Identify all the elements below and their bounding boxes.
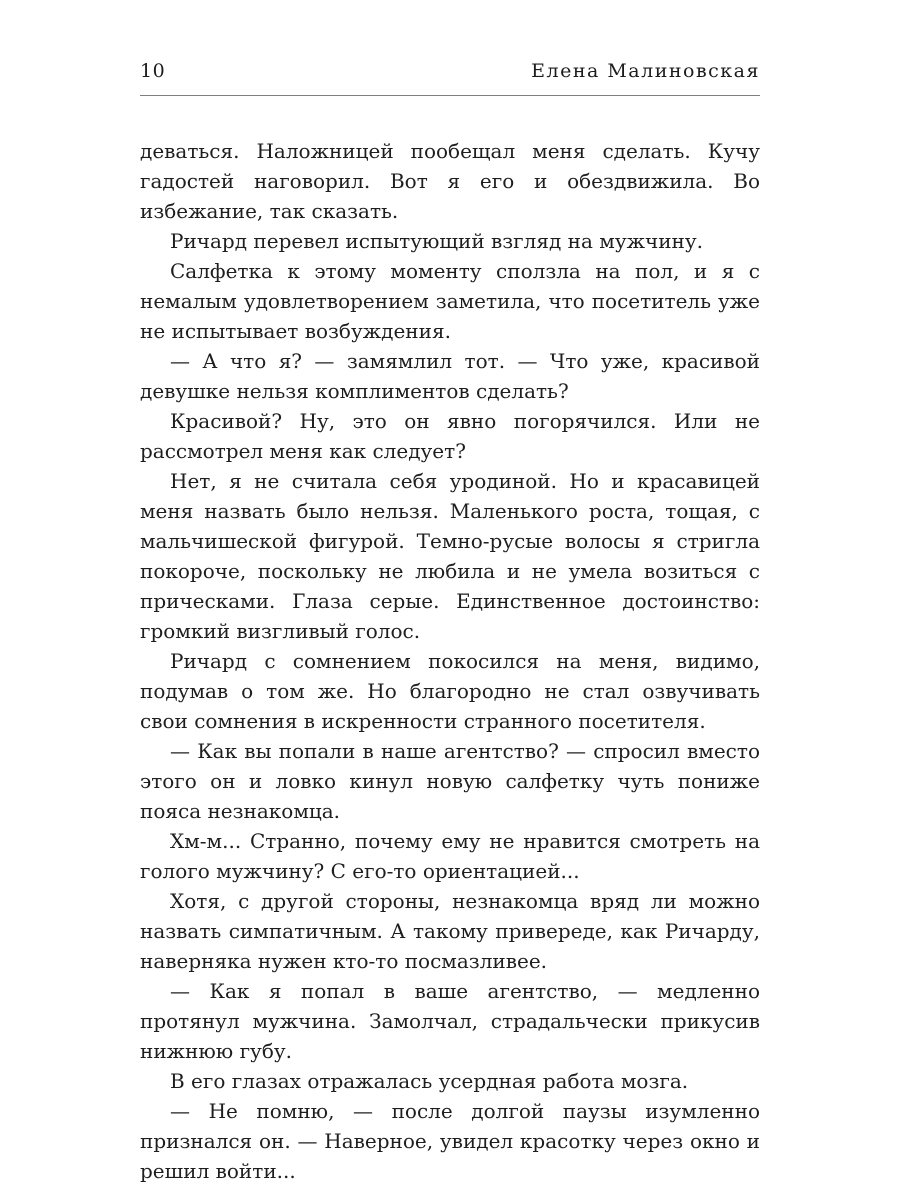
page-number: 10: [140, 60, 166, 82]
author-name: Елена Малиновская: [531, 60, 760, 82]
paragraph: Ричард перевел испытующий взгляд на мужчину.: [170, 229, 703, 253]
paragraph: — Как я попал в ваше агентство, — медленно протянул мужчина. Замолчал, страдальчески прикусив нижнюю губу.: [140, 979, 760, 1063]
paragraph: В его глазах отражалась усердная работа мозга.: [170, 1069, 689, 1093]
paragraph: Красивой? Ну, это он явно погорячился. Или не рассмотрел меня как следует?: [140, 409, 760, 463]
paragraph: Ричард с сомнением покосился на меня, видимо, подумав о том же. Но благородно не стал озвучивать свои сомнения в искренности странного посетителя.: [140, 649, 760, 733]
paragraph: — Как вы попали в наше агентство? — спросил вместо этого он и ловко кинул новую салфетку чуть пониже пояса незнакомца.: [140, 739, 760, 823]
paragraph: Хотя, с другой стороны, незнакомца вряд ли можно назвать симпатичным. А такому привереде, как Ричарду, наверняка нужен кто-то посмазливее.: [140, 889, 760, 973]
paragraph: Салфетка к этому моменту сползла на пол, и я с немалым удовлетворением заметила, что посетитель уже не испытывает возбуждения.: [140, 259, 760, 343]
page-header: [140, 60, 760, 96]
paragraph: — А что я? — замямлил тот. — Что уже, красивой девушке нельзя комплиментов сделать?: [140, 349, 760, 403]
page-body: [140, 136, 760, 1186]
paragraph: деваться. Наложницей пообещал меня сделать. Кучу гадостей наговорил. Вот я его и обездвижила. Во избежание, так сказать.: [140, 139, 760, 223]
paragraph: Нет, я не считала себя уродиной. Но и красавицей меня назвать было нельзя. Маленького роста, тощая, с мальчишеской фигурой. Темно-русые волосы я стригла покороче, поскольку не любила и не умела возиться с прическами. Глаза серые. Единственное достоинство: громкий визгливый голос.: [140, 469, 760, 643]
paragraph: Хм-м... Странно, почему ему не нравится смотреть на голого мужчину? С его-то ориентацией...: [140, 829, 760, 883]
paragraph: — Не помню, — после долгой паузы изумленно признался он. — Наверное, увидел красотку через окно и решил войти...: [140, 1099, 760, 1183]
